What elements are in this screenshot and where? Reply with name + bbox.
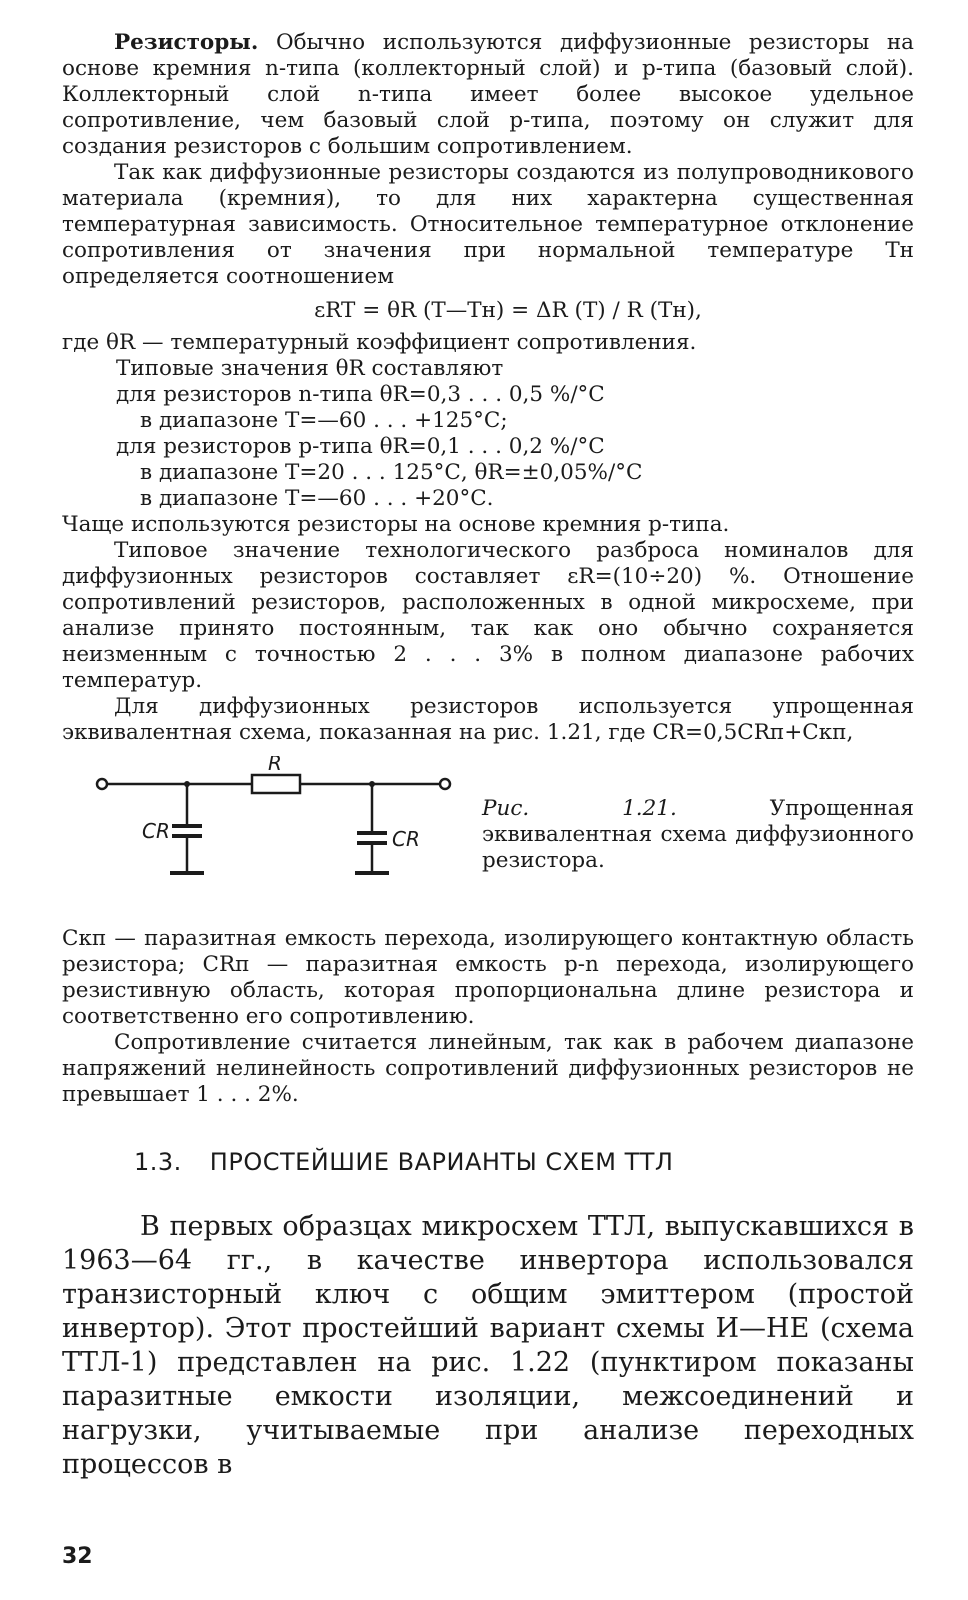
capacitor-label-left: CR <box>142 819 170 843</box>
paragraph-lead: Резисторы. <box>114 30 259 55</box>
caption-text: Упрощенная эквивалентная схема диффузионного резистора. <box>482 796 914 873</box>
junction-dot <box>369 781 375 787</box>
paragraph-equivalent: Для диффузионных резисторов используется упрощенная эквивалентная схема, показанная на рис. 1.21, где CR=0,5CRп+Cкп, <box>62 694 914 745</box>
list-item: в диапазоне T=—60 . . . +20°С. <box>140 486 494 511</box>
junction-dot <box>184 781 190 787</box>
list-item: в диапазоне T=—60 . . . +125°С; <box>140 408 508 433</box>
page-content <box>62 30 914 1482</box>
page-number: 32 <box>62 1544 93 1569</box>
typical-values <box>62 356 914 512</box>
list-item: для резисторов p-типа θR=0,1 . . . 0,2 %/°С <box>116 434 605 459</box>
output-terminal <box>440 779 450 789</box>
paragraph-coefficient: где θR — температурный коэффициент сопротивления. <box>62 330 697 355</box>
section-heading <box>134 1148 914 1176</box>
paragraph-p-type: Чаще используются резисторы на основе кремния p-типа. <box>62 512 730 537</box>
paragraph-resistors <box>62 30 914 160</box>
paragraph-spread: Типовое значение технологического разброса номиналов для диффузионных резисторов составляет εR=(10÷20) %. Отношение сопротивлений резисторов, расположенных в одной микросхеме, при анализе принято постоянным, так как оно обычно сохраняется неизменным с точностью 2 . . . 3% в полном диапазоне рабочих температур. <box>62 538 914 693</box>
paragraph-temperature: Так как диффузионные резисторы создаются из полупроводникового материала (кремния), то для них характерна существенная температурная зависимость. Относительное температурное отклонение сопротивления от значения при нормальной температуре Tн определяется соотношением <box>62 160 914 289</box>
paragraph-text: Обычно используются диффузионные резисторы на основе кремния n-типа (коллекторный слой) и p-типа (базовый слой). Коллекторный слой n-типа имеет более высокое удельное сопротивление, чем базовый слой p-типа, поэтому он служит для создания резисторов с большим сопротивлением. <box>62 30 914 159</box>
resistor-label: R <box>268 756 282 775</box>
caption-ref: Рис. 1.21. <box>482 796 677 821</box>
formula: εRT = θR (T—Tн) = ΔR (T) / R (Tн), <box>314 298 702 323</box>
list-item: для резисторов n-типа θR=0,3 . . . 0,5 %/°С <box>116 382 605 407</box>
figure-caption <box>482 796 914 874</box>
section-number: 1.3. <box>134 1148 182 1176</box>
capacitor-label-right: CR <box>392 827 420 851</box>
list-item: в диапазоне T=20 . . . 125°С, θR=±0,05%/°С <box>140 460 643 485</box>
figure-1-21 <box>62 756 914 926</box>
paragraph-linearity: Сопротивление считается линейным, так как в рабочем диапазоне напряжений нелинейность сопротивлений диффузионных резисторов не превышает 1 . . . 2%. <box>62 1030 914 1107</box>
paragraph-parasitic: Cкп — паразитная емкость перехода, изолирующего контактную область резистора; CRп — паразитная емкость p-n перехода, изолирующего резистивную область, которая пропорциональна длине резистора и соответственно его сопротивлению. <box>62 926 914 1029</box>
input-terminal <box>97 779 107 789</box>
section-paragraph: В первых образцах микросхем ТТЛ, выпускавшихся в 1963—64 гг., в качестве инвертора использовался транзисторный ключ с общим эмиттером (простой инвертор). Этот простейший вариант схемы И—НЕ (схема ТТЛ-1) представлен на рис. 1.22 (пунктиром показаны паразитные емкости изоляции, межсоединений и нагрузки, учитываемые при анализе переходных процессов в <box>62 1211 914 1480</box>
typical-values-title: Типовые значения θR составляют <box>116 356 504 381</box>
circuit-diagram <box>92 756 492 916</box>
resistor-symbol <box>252 775 300 793</box>
section-title: ПРОСТЕЙШИЕ ВАРИАНТЫ СХЕМ ТТЛ <box>209 1148 674 1176</box>
